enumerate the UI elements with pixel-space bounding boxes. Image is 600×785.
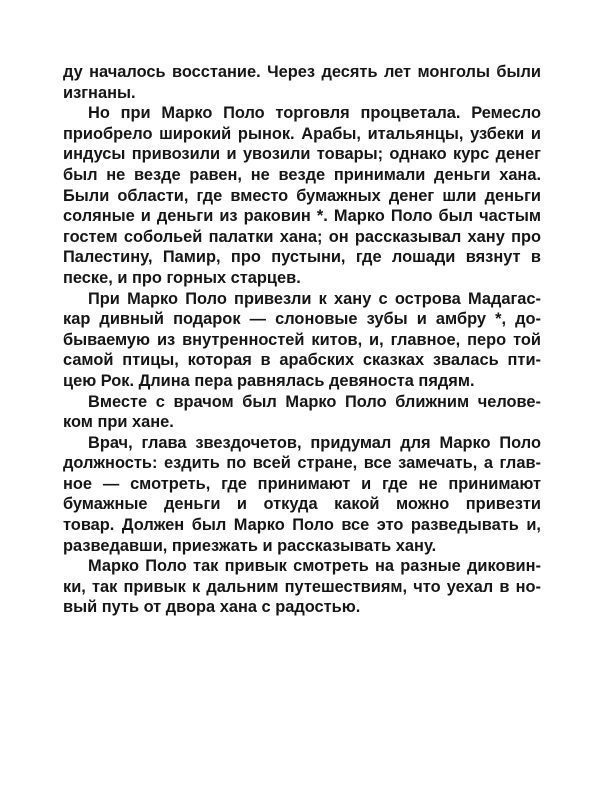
text-line: бумажные деньги и откуда какой можно привезти xyxy=(63,495,541,514)
text-line: цею Рок. Длина пера равнялась девяноста пядям. xyxy=(63,371,475,390)
text-line: изгнаны. xyxy=(63,83,136,102)
paragraph xyxy=(63,556,541,618)
text-line: ное — смотреть, где принимают и где не принимают xyxy=(63,474,541,493)
text-line: товар. Должен был Марко Поло все это разведывать и, xyxy=(63,516,541,535)
text-line: должность: ездить по всей стране, все замечать, а глав- xyxy=(63,454,541,473)
text-line: бываемую из внутренностей китов, и, главное, перо той xyxy=(63,330,541,349)
text-line: При Марко Поло привезли к хану с острова Мадагас- xyxy=(88,289,541,308)
text-line: Вместе с врачом был Марко Поло ближним челове- xyxy=(88,392,541,411)
paragraph xyxy=(63,103,541,288)
text-line: самой птицы, которая в арабских сказках звалась пти- xyxy=(63,351,541,370)
text-line: разведавши, приезжать и рассказывать хану. xyxy=(63,536,437,555)
text-line: ки, так привык к дальним путешествиям, что уехал в но- xyxy=(63,577,541,596)
text-line: кар дивный подарок — слоновые зубы и амбру *, до- xyxy=(63,310,541,329)
text-line: ду началось восстание. Через десять лет монголы были xyxy=(63,63,541,81)
paragraph xyxy=(63,62,541,103)
text-line: Были области, где вместо бумажных денег шли деньги xyxy=(63,186,541,205)
text-line: индусы привозили и увозили товары; однако курс денег xyxy=(63,145,541,164)
text-line: соляные и деньги из раковин *. Марко Поло был частым xyxy=(63,207,541,226)
paragraph xyxy=(63,392,541,433)
text-line: гостем собольей палатки хана; он рассказывал хану про xyxy=(63,227,541,246)
text-line: Марко Поло так привык смотреть на разные диковин- xyxy=(88,557,541,576)
text-line: песке, и про горных старцев. xyxy=(63,268,301,287)
text-line: Врач, глава звездочетов, придумал для Марко Поло xyxy=(88,433,541,452)
paragraph xyxy=(63,289,541,392)
text-line: приобрело широкий рынок. Арабы, итальянцы, узбеки и xyxy=(63,124,541,143)
text-line: Но при Марко Поло торговля процветала. Ремесло xyxy=(88,104,541,123)
text-line: ком при хане. xyxy=(63,413,174,432)
text-line: вый путь от двора хана с радостью. xyxy=(63,598,361,617)
text-line: Палестину, Памир, про пустыни, где лошади вязнут в xyxy=(63,248,541,267)
text-line: был не везде равен, не везде принимали деньги хана. xyxy=(63,165,541,184)
paragraph xyxy=(63,433,541,557)
document-page xyxy=(63,62,541,618)
